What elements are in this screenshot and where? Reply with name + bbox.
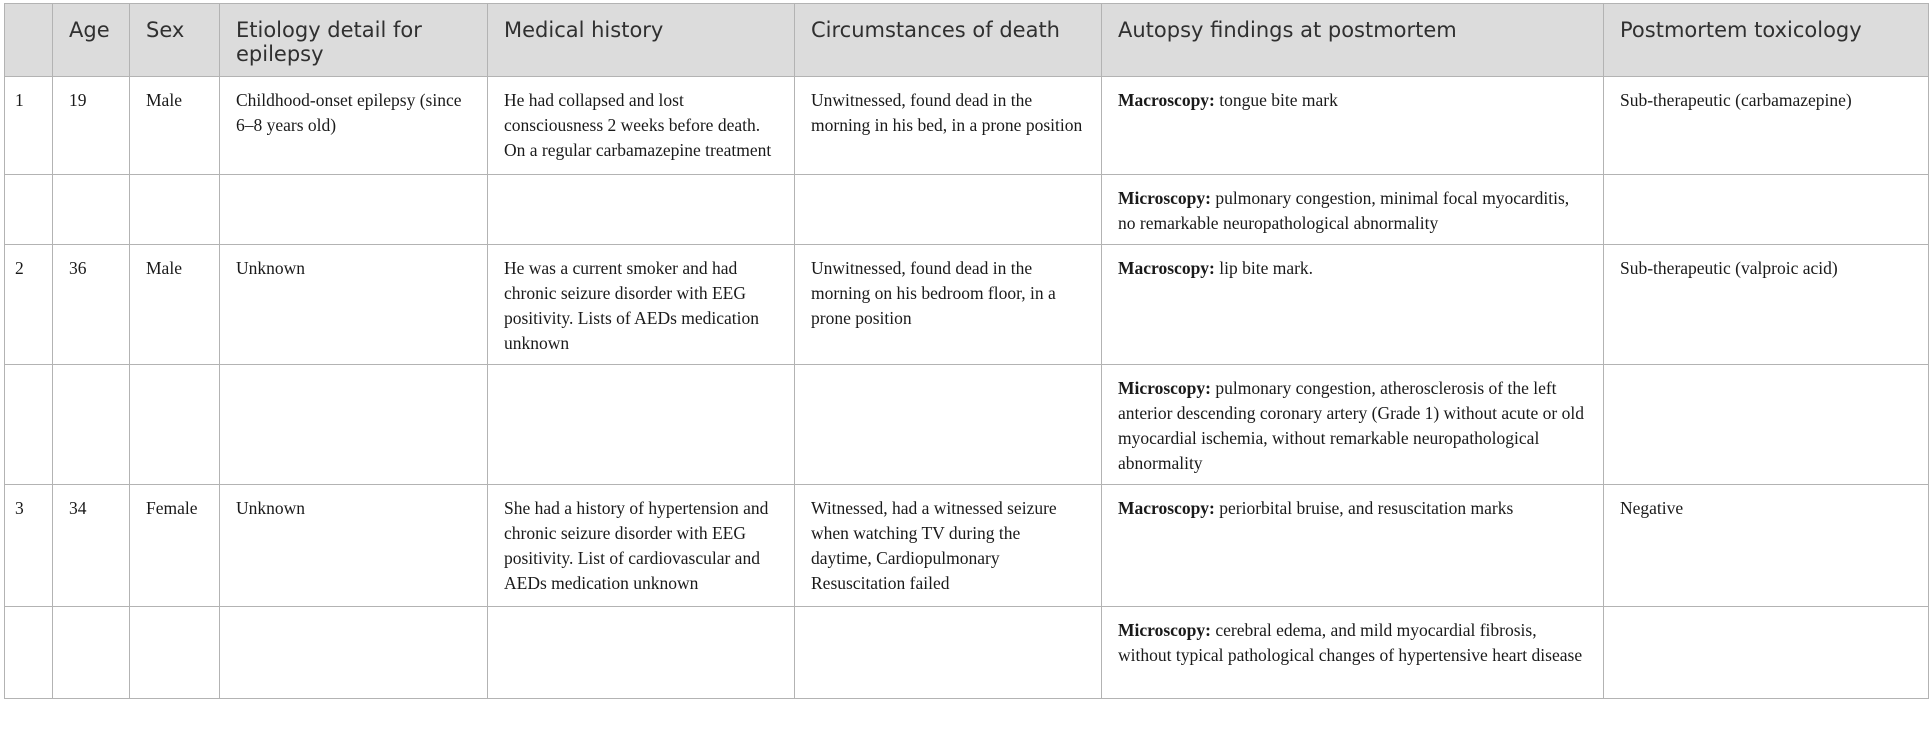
macroscopy-text: tongue bite mark: [1214, 90, 1338, 110]
header-toxicology: Postmortem toxicology: [1604, 4, 1929, 77]
cell-number: 1: [5, 77, 53, 175]
cell-etiology: Unknown: [220, 245, 488, 365]
header-age: Age: [53, 4, 130, 77]
cell-circumstances: Unwitnessed, found dead in the morning on his bedroom floor, in a prone position: [795, 245, 1102, 365]
cell-macroscopy: [1102, 77, 1604, 175]
microscopy-text: pulmonary congestion, minimal focal myocarditis, no remarkable neuropathological abnormality: [1118, 188, 1570, 233]
cell-toxicology: Sub-therapeutic (valproic acid): [1604, 245, 1929, 365]
cell-microscopy: [1102, 607, 1604, 699]
cell-empty: [53, 607, 130, 699]
header-autopsy-findings: Autopsy findings at postmortem: [1102, 4, 1604, 77]
cell-age: 36: [53, 245, 130, 365]
microscopy-label: Microscopy:: [1118, 378, 1211, 398]
macroscopy-text: periorbital bruise, and resuscitation marks: [1214, 498, 1514, 518]
cell-age: 19: [53, 77, 130, 175]
cell-empty: [5, 365, 53, 485]
cell-medical-history: He had collapsed and lost consciousness 2 weeks before death. On a regular carbamazepine treatment: [488, 77, 795, 175]
macroscopy-label: Macroscopy:: [1118, 90, 1215, 110]
cell-macroscopy: [1102, 245, 1604, 365]
cell-empty: [1604, 365, 1929, 485]
header-etiology: Etiology detail for epilepsy: [220, 4, 488, 77]
cell-empty: [53, 365, 130, 485]
table-header-row: [5, 4, 1929, 77]
cell-empty: [488, 175, 795, 245]
cell-empty: [795, 365, 1102, 485]
cell-toxicology: Sub-therapeutic (carbamazepine): [1604, 77, 1929, 175]
cell-microscopy: [1102, 365, 1604, 485]
cell-empty: [53, 175, 130, 245]
cell-sex: Female: [130, 485, 220, 607]
cell-microscopy: [1102, 175, 1604, 245]
cell-age: 34: [53, 485, 130, 607]
microscopy-label: Microscopy:: [1118, 188, 1211, 208]
microscopy-text: pulmonary congestion, atherosclerosis of the left anterior descending coronary artery (Grade 1) without acute or old myocardial ischemia, without remarkable neuropathological abnormality: [1118, 378, 1584, 473]
macroscopy-label: Macroscopy:: [1118, 258, 1215, 278]
cell-empty: [130, 175, 220, 245]
table-row: [5, 175, 1929, 245]
header-number: [5, 4, 53, 77]
cell-empty: [795, 175, 1102, 245]
cell-macroscopy: [1102, 485, 1604, 607]
cell-empty: [220, 607, 488, 699]
cell-empty: [488, 365, 795, 485]
cell-empty: [795, 607, 1102, 699]
cell-etiology: Childhood-onset epilepsy (since 6–8 years old): [220, 77, 488, 175]
cell-number: 2: [5, 245, 53, 365]
cell-empty: [220, 175, 488, 245]
header-medical-history: Medical history: [488, 4, 795, 77]
cell-circumstances: Unwitnessed, found dead in the morning in his bed, in a prone position: [795, 77, 1102, 175]
cell-empty: [488, 607, 795, 699]
cell-empty: [130, 365, 220, 485]
header-circumstances: Circumstances of death: [795, 4, 1102, 77]
cell-medical-history: She had a history of hypertension and chronic seizure disorder with EEG positivity. List of cardiovascular and AEDs medication unknown: [488, 485, 795, 607]
table-row: [5, 485, 1929, 607]
cell-empty: [220, 365, 488, 485]
cell-empty: [130, 607, 220, 699]
table-row: [5, 245, 1929, 365]
macroscopy-label: Macroscopy:: [1118, 498, 1215, 518]
cell-empty: [1604, 607, 1929, 699]
table-container: [0, 3, 1932, 699]
cell-medical-history: He was a current smoker and had chronic seizure disorder with EEG positivity. Lists of AEDs medication unknown: [488, 245, 795, 365]
header-sex: Sex: [130, 4, 220, 77]
cell-empty: [1604, 175, 1929, 245]
macroscopy-text: lip bite mark.: [1214, 258, 1314, 278]
table-row: [5, 365, 1929, 485]
table-row: [5, 77, 1929, 175]
cell-number: 3: [5, 485, 53, 607]
table-row: [5, 607, 1929, 699]
cell-sex: Male: [130, 77, 220, 175]
microscopy-text: cerebral edema, and mild myocardial fibrosis, without typical pathological changes of hypertensive heart disease: [1118, 620, 1583, 665]
cell-empty: [5, 175, 53, 245]
case-table: [4, 3, 1929, 699]
cell-sex: Male: [130, 245, 220, 365]
cell-etiology: Unknown: [220, 485, 488, 607]
cell-toxicology: Negative: [1604, 485, 1929, 607]
cell-empty: [5, 607, 53, 699]
microscopy-label: Microscopy:: [1118, 620, 1211, 640]
cell-circumstances: Witnessed, had a witnessed seizure when watching TV during the daytime, Cardiopulmonary Resuscitation failed: [795, 485, 1102, 607]
